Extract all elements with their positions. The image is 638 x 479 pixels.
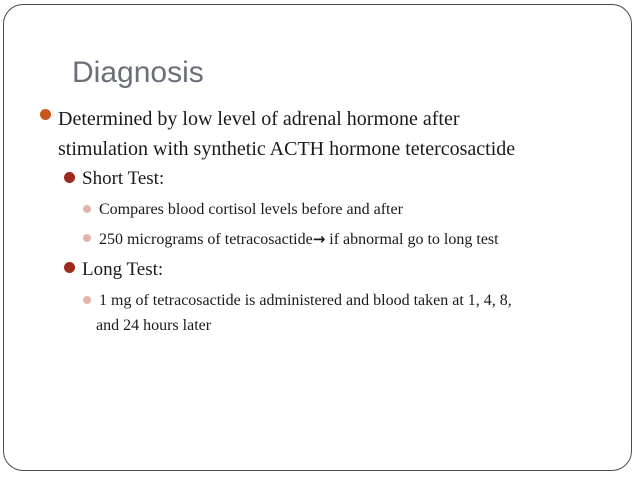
right-arrow-icon: → [312, 230, 326, 248]
long-test-item-line2: and 24 hours later [96, 317, 212, 334]
short-test-item-2-part1: 250 micrograms of tetracosactide [99, 231, 313, 248]
main-point-line2: stimulation with synthetic ACTH hormone tetercosactide [58, 138, 516, 160]
short-test-item-2-part2: if abnormal go to long test [329, 231, 499, 248]
level3-bullet-icon [83, 296, 91, 304]
slide-title: Diagnosis [72, 56, 204, 89]
long-test-label: Long Test: [82, 259, 164, 280]
short-test-item-1: Compares blood cortisol levels before and after [99, 201, 403, 218]
main-point-line1: Determined by low level of adrenal hormone after [58, 108, 460, 130]
level3-bullet-icon [83, 234, 91, 242]
level3-bullet-icon [83, 205, 91, 213]
short-test-item-2 [99, 228, 499, 251]
level2-bullet-icon [64, 172, 75, 183]
long-test-item-line1: 1 mg of tetracosactide is administered and blood taken at 1, 4, 8, [99, 292, 512, 309]
level1-bullet-icon [40, 109, 51, 120]
main-point [58, 104, 515, 164]
short-test-label: Short Test: [82, 168, 165, 189]
level2-bullet-icon [64, 262, 75, 273]
